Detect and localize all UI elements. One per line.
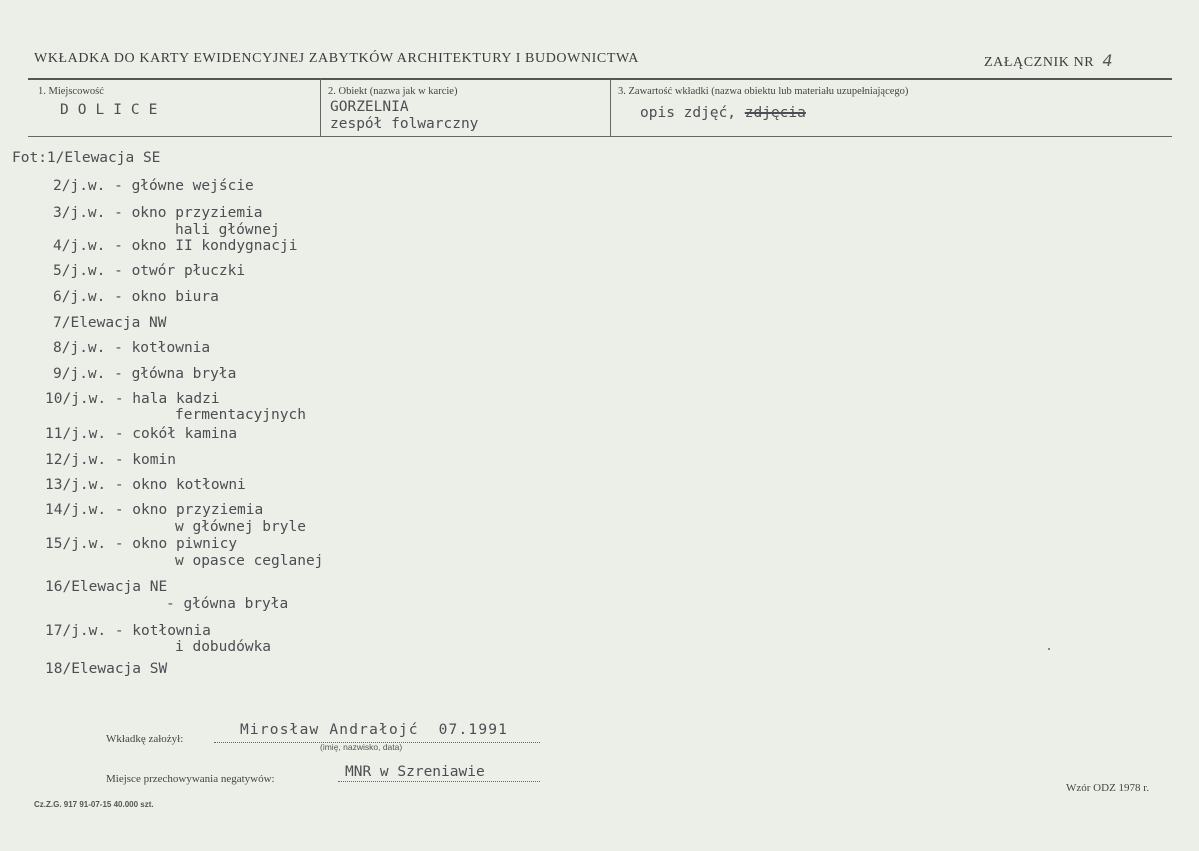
fields-rule	[28, 136, 1172, 137]
storage-dotline	[338, 781, 540, 782]
list-item: hali głównej	[175, 222, 280, 238]
list-item: - główna bryła	[166, 596, 289, 612]
list-item: 7/Elewacja NW	[53, 315, 167, 331]
locality-label: 1. Miejscowość	[38, 86, 104, 97]
list-item: 2/j.w. - główne wejście	[53, 178, 254, 194]
list-item: 18/Elewacja SW	[45, 661, 168, 677]
list-item: 14/j.w. - okno przyziemia	[45, 502, 264, 518]
list-item: 4/j.w. - okno II kondygnacji	[53, 238, 298, 254]
list-item: 8/j.w. - kotłownia	[53, 340, 211, 356]
founder-label: Wkładkę założył:	[106, 733, 184, 745]
contents-value: opis zdjęć,	[640, 105, 737, 121]
attachment-number: 4	[1102, 51, 1114, 70]
print-info: Cz.Z.G. 917 91-07-15 40.000 szt.	[34, 800, 154, 809]
list-item: 9/j.w. - główna bryła	[53, 366, 237, 382]
field-divider-1	[320, 79, 321, 136]
header-rule	[28, 78, 1172, 80]
list-item: fermentacyjnych	[175, 407, 306, 423]
list-item: 13/j.w. - okno kotłowni	[45, 477, 246, 493]
paper-speck	[1048, 648, 1050, 650]
list-item: w głównej bryle	[175, 519, 306, 535]
object-line-2: zespół folwarczny	[330, 116, 479, 132]
storage-label: Miejsce przechowywania negatywów:	[106, 773, 275, 785]
list-item: 6/j.w. - okno biura	[53, 289, 219, 305]
list-item: Fot:1/Elewacja SE	[12, 150, 161, 166]
object-line-1: GORZELNIA	[330, 99, 409, 115]
list-item: 12/j.w. - komin	[45, 452, 176, 468]
list-item: 11/j.w. - cokół kamina	[45, 426, 238, 442]
list-item: 15/j.w. - okno piwnicy	[45, 536, 238, 552]
field-divider-2	[610, 79, 611, 136]
founder-hint: (imię, nazwisko, data)	[320, 742, 403, 752]
list-item: 5/j.w. - otwór płuczki	[53, 263, 246, 279]
contents-struck: zdjęcia	[744, 105, 806, 121]
list-item: 16/Elewacja NE	[45, 579, 168, 595]
attachment-text: ZAŁĄCZNIK NR	[984, 55, 1095, 70]
object-label: 2. Obiekt (nazwa jak w karcie)	[328, 86, 458, 97]
card-title: WKŁADKA DO KARTY EWIDENCYJNEJ ZABYTKÓW ARCHITEKTURY I BUDOWNICTWA	[34, 51, 639, 66]
founder-value: Mirosław Andrałojć 07.1991	[240, 722, 509, 738]
contents-label: 3. Zawartość wkładki (nazwa obiektu lub materiału uzupełniającego)	[618, 86, 909, 97]
locality-value: DOLICE	[60, 102, 167, 118]
storage-value: MNR w Szreniawie	[345, 764, 485, 780]
list-item: w opasce ceglanej	[175, 553, 324, 569]
contents-value-wrap	[640, 105, 806, 121]
attachment-label	[984, 51, 1113, 71]
list-item: 17/j.w. - kotłownia	[45, 623, 211, 639]
list-item: i dobudówka	[175, 639, 272, 655]
list-item: 3/j.w. - okno przyziemia	[53, 205, 263, 221]
pattern-label: Wzór ODZ 1978 r.	[1066, 782, 1150, 794]
list-item: 10/j.w. - hala kadzi	[45, 391, 220, 407]
